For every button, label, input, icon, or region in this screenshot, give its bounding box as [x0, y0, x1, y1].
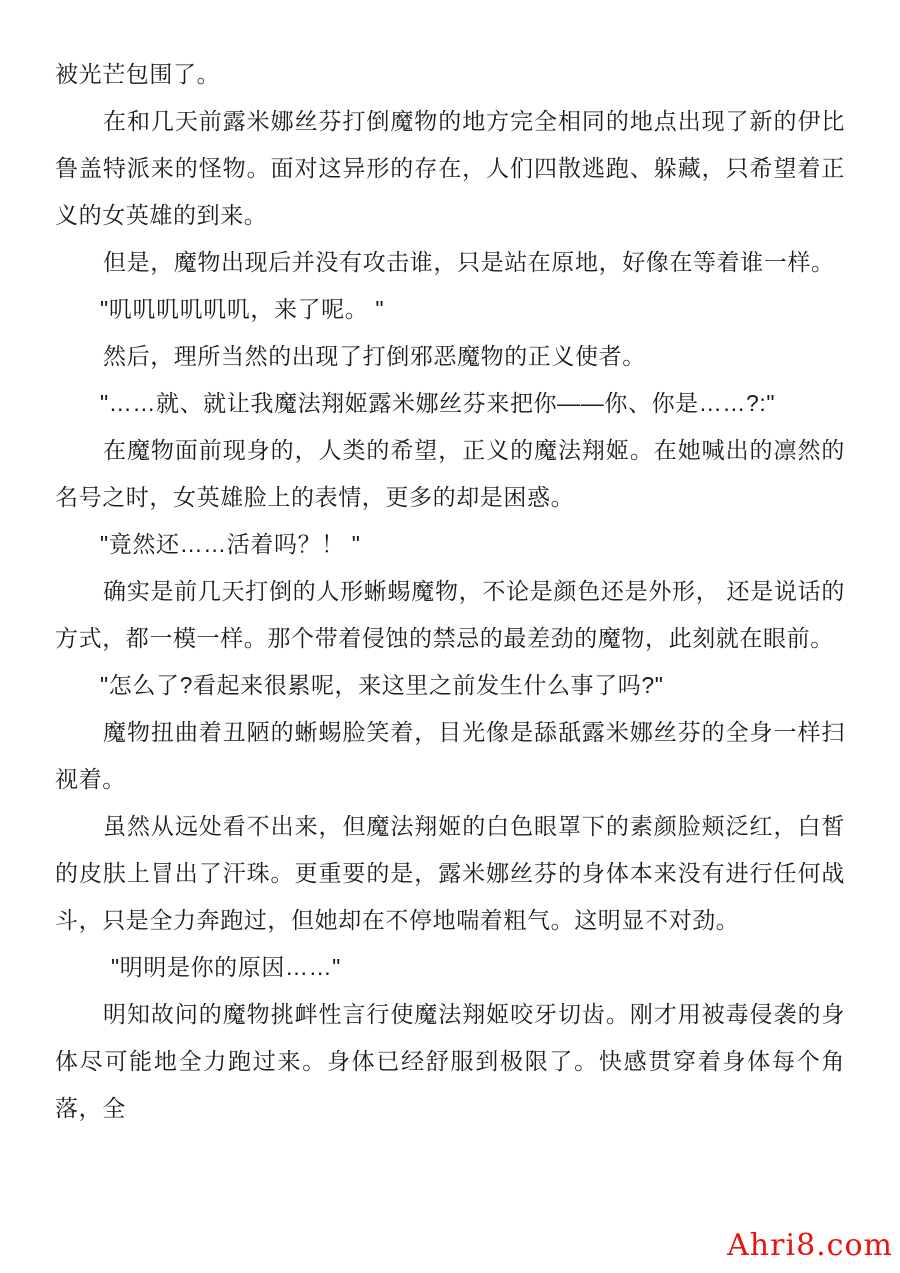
paragraph-continued: 被光芒包围了。	[55, 61, 221, 87]
paragraph: 然后，理所当然的出现了打倒邪恶魔物的正义使者。	[103, 343, 646, 369]
dialogue-line-green: "叽叽叽叽叽叽，来了呢。 "	[100, 296, 385, 322]
paragraph: 明知故问的魔物挑衅性言行使魔法翔姬咬牙切齿。刚才用被毒侵袭的身体尽可能地全力跑过来。身体已经舒服到极限了。快感贯穿着身体每个角落，全	[55, 1001, 845, 1121]
paragraph: 但是，魔物出现后并没有攻击谁，只是站在原地，好像在等着谁一样。	[103, 249, 835, 275]
dialogue-line-blue: "明明是你的原因……"	[111, 954, 341, 980]
novel-page-text	[55, 51, 845, 1132]
dialogue-line-blue: "竟然还……活着吗？！ "	[100, 531, 361, 557]
paragraph: 在魔物面前现身的，人类的希望，正义的魔法翔姬。在她喊出的凛然的名号之时，女英雄脸上的表情，更多的却是困惑。	[55, 437, 845, 510]
dialogue-line-blue: "……就、就让我魔法翔姬露米娜丝芬来把你——你、你是……?:"	[100, 390, 776, 416]
dialogue-line-green: "怎么了?看起来很累呢，来这里之前发生什么事了吗?"	[100, 672, 664, 698]
paragraph: 虽然从远处看不出来，但魔法翔姬的白色眼罩下的素颜脸颊泛红，白皙的皮肤上冒出了汗珠。更重要的是，露米娜丝芬的身体本来没有进行任何战斗，只是全力奔跑过，但她却在不停地喘着粗气。这明显不对劲。	[55, 813, 845, 933]
paragraph: 魔物扭曲着丑陋的蜥蜴脸笑着，目光像是舔舐露米娜丝芬的全身一样扫视着。	[55, 719, 845, 792]
site-watermark: Ahri8.com	[727, 1228, 893, 1263]
paragraph: 在和几天前露米娜丝芬打倒魔物的地方完全相同的地点出现了新的伊比鲁盖特派来的怪物。面对这异形的存在，人们四散逃跑、躲藏，只希望着正义的女英雄的到来。	[55, 108, 845, 228]
paragraph: 确实是前几天打倒的人形蜥蜴魔物，不论是颜色还是外形， 还是说话的方式，都一模一样。那个带着侵蚀的禁忌的最差劲的魔物，此刻就在眼前。	[55, 578, 845, 651]
